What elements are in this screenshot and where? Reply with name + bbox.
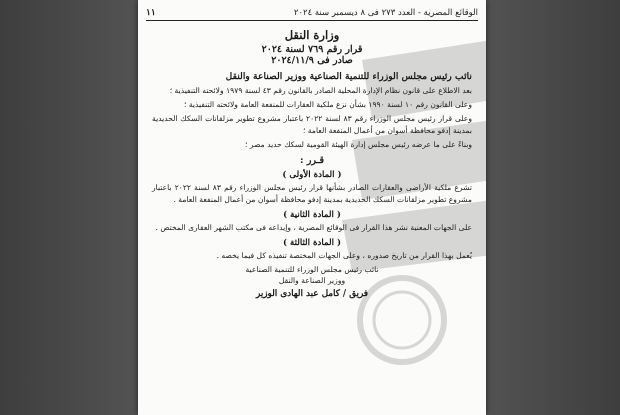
preamble-paragraph: وعلى القانون رقم ١٠ لسنة ١٩٩٠ بشأن نزع ملكية العقارات للمنفعة العامة ولائحته التنفيذية ؛ [184, 100, 472, 109]
article-title: ( المادة الثالثة ) [282, 238, 342, 248]
decree-number: قرار رقم ٧٦٩ لسنة ٢٠٢٤ [261, 44, 363, 55]
article-text: تشرع ملكية الأراضى والعقارات الصادر بشأنها قرار رئيس مجلس الوزراء رقم ٨٣ لسنة ٢٠٢٢ باعتبار مشروع تطوير مزلقانات السكك الحديدية بمدينة إدفو محافظة أسوان من أعمال المنفعة العامة . [152, 183, 473, 204]
gazette-page [138, 0, 486, 415]
preamble-paragraph: وبناءً على ما عرضه رئيس مجلس إدارة الهيئة القومية لسكك حديد مصر ؛ [245, 140, 472, 149]
ministry-title: وزارة النقل [284, 28, 340, 42]
running-title: الوقائع المصرية - العدد ٢٧٣ فى ٨ ديسمبر سنة ٢٠٢٤ [293, 8, 478, 18]
article-text: على الجهات المعنية نشر هذا القرار فى الوقائع المصرية ، وإيداعه فى مكتب الشهر العقارى المختص . [155, 223, 472, 232]
issuer-title: نائب رئيس مجلس الوزراء للتنمية الصناعية ووزير الصناعة والنقل [225, 71, 472, 82]
article-text: يُعمل بهذا القرار من تاريخ صدوره ، وعلى الجهات المختصة تنفيذه كل فيما يخصه . [216, 251, 472, 260]
decision-heading: قـرر : [300, 155, 324, 166]
decree-body [152, 28, 472, 299]
preamble-paragraph: بعد الاطلاع على قانون نظام الإدارة المحلية الصادر بالقانون رقم ٤٣ لسنة ١٩٧٩ ولائحته التنفيذية ؛ [169, 86, 472, 95]
signature-title-line: نائب رئيس مجلس الوزراء للتنمية الصناعية [245, 265, 379, 274]
signature-title-line: ووزير الصناعة والنقل [278, 276, 346, 285]
preamble-paragraph: وعلى قرار رئيس مجلس الوزراء رقم ٨٣ لسنة ٢٠٢٢ باعتبار مشروع تطوير مزلقانات السكك الحديدية بمدينة إدفو محافظة أسوان من أعمال المنفعة العامة ؛ [152, 114, 472, 135]
signer-name: فريق / كامل عبد الهادى الوزير [255, 289, 368, 299]
page-number: ١١ [146, 8, 156, 18]
issue-date: صادر فى ٢٠٢٤/١١/٩ [271, 55, 353, 66]
running-header [146, 6, 478, 21]
article-title: ( المادة الأولى ) [282, 170, 342, 180]
article-title: ( المادة الثانية ) [283, 210, 341, 220]
